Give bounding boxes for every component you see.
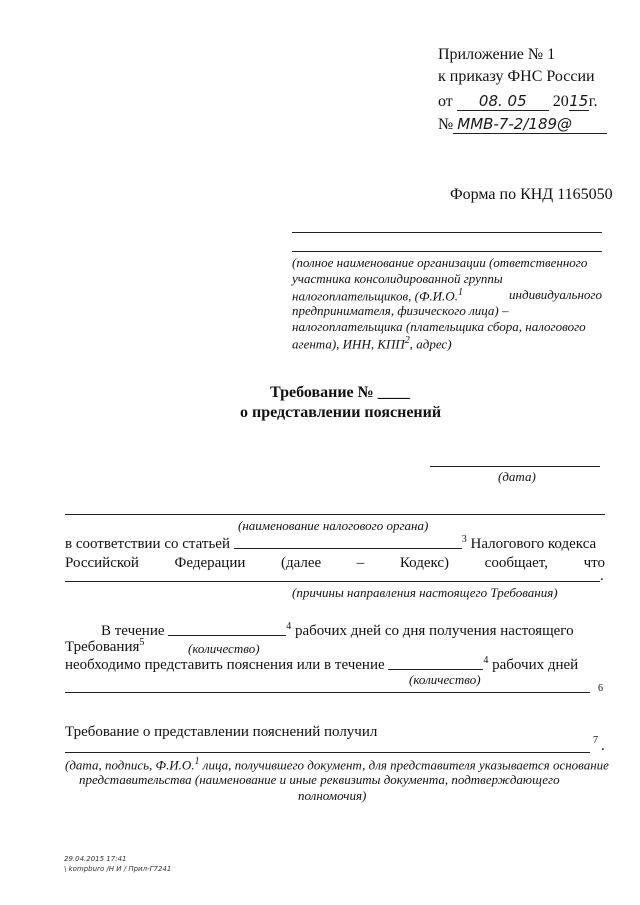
deadline-line: В течение $^4$ рабочих дней со дня получения настоящего (101, 621, 574, 639)
form-code: Форма по КНД 1165050 (450, 186, 613, 203)
code-reference-line: Российской Федерации (далее – Кодекс) сообщает, что (65, 555, 605, 571)
quantity-caption-1: (количество) (188, 641, 260, 656)
order-date-line (438, 92, 598, 111)
recipient-caption-3: налогоплательщиков, (Ф.И.О.$^1$ индивидуального (292, 287, 602, 304)
recipient-caption-1: (полное наименование организации (ответственного (292, 255, 588, 270)
date-prefix: от (438, 93, 453, 110)
tax-authority-caption: (наименование налогового органа) (238, 518, 429, 533)
signature-caption-1: (дата, подпись, Ф.И.О.$^1$ лица, получившего документ, для представителя указывается основание (65, 756, 609, 773)
year-suffix: г. (588, 93, 598, 110)
recipient-caption-4: предпринимателя, физического лица) – (292, 303, 509, 318)
order-year-handwritten: 15 (569, 92, 589, 110)
recipient-caption-6: агента), ИНН, КПП$^2$, адрес) (292, 335, 452, 352)
article-line: в соответствии со статьей $^3$ Налогового кодекса (65, 534, 597, 552)
footer-timestamp: 29.04.2015 17:41 (64, 855, 127, 863)
recipient-caption-5: налогоплательщика (плательщика сбора, налогового (292, 319, 586, 334)
requirement-word: Требования$^5$ (65, 637, 145, 655)
footnote-7: 7 (593, 735, 598, 746)
document-subtitle: о представлении пояснений (240, 404, 442, 421)
order-number-handwritten: ММВ-7-2/189@ (453, 115, 607, 134)
signature-line (65, 752, 590, 753)
tax-authority-line (65, 514, 605, 515)
paragraph-end-line (65, 692, 590, 693)
days-count-field (168, 621, 286, 636)
working-days-field (388, 655, 483, 670)
recipient-line-2 (292, 251, 602, 252)
order-number-line (438, 115, 607, 134)
order-reference: к приказу ФНС России (438, 68, 595, 85)
recipient-caption-2: участника консолидированной группы (292, 271, 503, 286)
year-prefix: 20 (552, 93, 569, 110)
number-prefix: № (438, 116, 454, 133)
date-line (430, 466, 600, 467)
document-title: Требование № ____ (270, 384, 410, 401)
footnote-6: 6 (598, 683, 603, 694)
appendix-title: Приложение № 1 (438, 46, 556, 63)
quantity-caption-2: (количество) (409, 672, 481, 687)
order-date-handwritten: 08. 05 (457, 92, 549, 111)
footer-file-reference: \ kompburo /Н И / Прил-Г7241 (64, 865, 172, 873)
reasons-caption: (причины направления настоящего Требования) (292, 585, 558, 600)
article-number-field (234, 534, 462, 549)
reasons-line (65, 581, 600, 582)
received-label: Требование о представлении пояснений получил (65, 724, 378, 740)
signature-caption-2: представительства (наименование и иные реквизиты документа, подтверждающего (79, 772, 560, 787)
date-caption: (дата) (498, 469, 536, 484)
recipient-line-1 (292, 232, 602, 233)
alternative-deadline-line: необходимо представить пояснения или в течение $^4$ рабочих дней (65, 655, 579, 673)
signature-caption-3: полномочия) (298, 788, 367, 803)
